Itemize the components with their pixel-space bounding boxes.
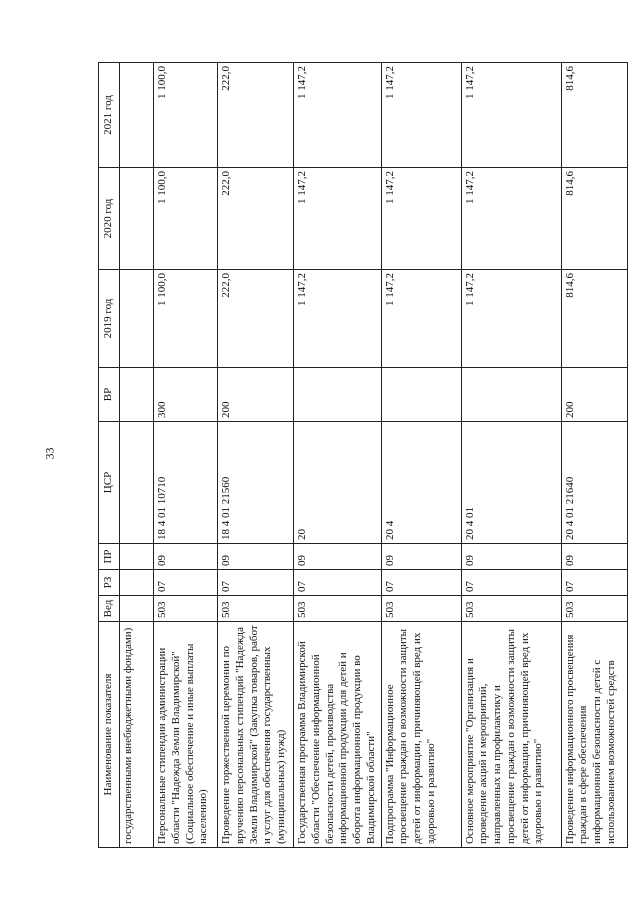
cell-ved: 503 bbox=[154, 596, 218, 622]
cell-rz: 07 bbox=[561, 570, 627, 596]
cell-2021: 1 147,2 bbox=[381, 63, 461, 168]
cell-name: Проведение торжественной церемонии по вручению персональных стипендий "Надежда Земли Владимирской" (Закупка товаров, работ и услуг для обеспечения государственных (муниципальных) нужд) bbox=[218, 622, 294, 848]
cell-vr bbox=[381, 368, 461, 422]
budget-table bbox=[98, 62, 628, 848]
cell-2020: 1 147,2 bbox=[461, 168, 561, 270]
cell-pr: 09 bbox=[154, 544, 218, 570]
cell-ved: 503 bbox=[294, 596, 382, 622]
cell-pr: 09 bbox=[294, 544, 382, 570]
table-row bbox=[294, 63, 382, 848]
cell-pr bbox=[120, 544, 154, 570]
cell-vr bbox=[461, 368, 561, 422]
cell-pr: 09 bbox=[381, 544, 461, 570]
cell-name: Проведение информационного просвещения граждан в сфере обеспечения информационной безопасности детей с использованием возможностей средств bbox=[561, 622, 627, 848]
table-row bbox=[120, 63, 154, 848]
col-header-2021: 2021 год bbox=[99, 63, 120, 168]
cell-vr: 200 bbox=[561, 368, 627, 422]
cell-2021 bbox=[120, 63, 154, 168]
col-header-name: Наименование показателя bbox=[99, 622, 120, 848]
cell-ved: 503 bbox=[381, 596, 461, 622]
cell-2019: 1 147,2 bbox=[461, 270, 561, 368]
cell-ved: 503 bbox=[561, 596, 627, 622]
cell-ved: 503 bbox=[218, 596, 294, 622]
col-header-csr: ЦСР bbox=[99, 422, 120, 544]
col-header-rz: РЗ bbox=[99, 570, 120, 596]
cell-csr: 20 bbox=[294, 422, 382, 544]
cell-rz: 07 bbox=[381, 570, 461, 596]
cell-vr bbox=[294, 368, 382, 422]
cell-2021: 1 147,2 bbox=[461, 63, 561, 168]
cell-csr: 20 4 01 21640 bbox=[561, 422, 627, 544]
cell-rz: 07 bbox=[154, 570, 218, 596]
cell-pr: 09 bbox=[218, 544, 294, 570]
cell-name: Персональные стипендии администрации области "Надежда Земли Владимирской" (Социальное обеспечение и иные выплаты населению) bbox=[154, 622, 218, 848]
cell-csr: 20 4 01 bbox=[461, 422, 561, 544]
rotated-page bbox=[98, 63, 618, 848]
cell-vr bbox=[120, 368, 154, 422]
cell-pr: 09 bbox=[561, 544, 627, 570]
cell-vr: 200 bbox=[218, 368, 294, 422]
cell-2021: 1 100,0 bbox=[154, 63, 218, 168]
cell-rz: 07 bbox=[294, 570, 382, 596]
cell-2019: 814,6 bbox=[561, 270, 627, 368]
cell-2019: 1 147,2 bbox=[294, 270, 382, 368]
cell-2020: 1 147,2 bbox=[294, 168, 382, 270]
cell-2021: 222,0 bbox=[218, 63, 294, 168]
cell-2021: 814,6 bbox=[561, 63, 627, 168]
cell-vr: 300 bbox=[154, 368, 218, 422]
cell-csr: 18 4 01 10710 bbox=[154, 422, 218, 544]
cell-rz: 07 bbox=[461, 570, 561, 596]
cell-2020: 814,6 bbox=[561, 168, 627, 270]
cell-ved bbox=[120, 596, 154, 622]
cell-name: государственными внебюджетными фондами) bbox=[120, 622, 154, 848]
cell-rz: 07 bbox=[218, 570, 294, 596]
cell-2019: 1 147,2 bbox=[381, 270, 461, 368]
cell-csr: 18 4 01 21560 bbox=[218, 422, 294, 544]
cell-csr: 20 4 bbox=[381, 422, 461, 544]
table-row bbox=[561, 63, 627, 848]
table-row bbox=[154, 63, 218, 848]
col-header-vr: ВР bbox=[99, 368, 120, 422]
cell-rz bbox=[120, 570, 154, 596]
cell-2020: 1 100,0 bbox=[154, 168, 218, 270]
col-header-pr: ПР bbox=[99, 544, 120, 570]
table-row bbox=[381, 63, 461, 848]
cell-2020: 222,0 bbox=[218, 168, 294, 270]
header-row bbox=[99, 63, 120, 848]
cell-name: Государственная программа Владимирской области "Обеспечение информационной безопасности детей, производства информационной продукции для детей и оборота информационной продукции во Владимирской области" bbox=[294, 622, 382, 848]
cell-2020: 1 147,2 bbox=[381, 168, 461, 270]
col-header-2019: 2019 год bbox=[99, 270, 120, 368]
cell-2019 bbox=[120, 270, 154, 368]
cell-name: Основное мероприятие "Организация и проведение акций и мероприятий, направленных на профилактику и просвещение граждан о возможности защиты детей от информации, причиняющей вред их здоровью и развитию" bbox=[461, 622, 561, 848]
cell-pr: 09 bbox=[461, 544, 561, 570]
cell-name: Подпрограмма "Информационное просвещение граждан о возможности защиты детей от информации, причиняющей вред их здоровью и развитию" bbox=[381, 622, 461, 848]
cell-ved: 503 bbox=[461, 596, 561, 622]
table-row bbox=[461, 63, 561, 848]
col-header-2020: 2020 год bbox=[99, 168, 120, 270]
cell-2021: 1 147,2 bbox=[294, 63, 382, 168]
cell-csr bbox=[120, 422, 154, 544]
table-row bbox=[218, 63, 294, 848]
col-header-ved: Вед bbox=[99, 596, 120, 622]
cell-2019: 222,0 bbox=[218, 270, 294, 368]
page-number: 33 bbox=[42, 447, 57, 460]
cell-2019: 1 100,0 bbox=[154, 270, 218, 368]
cell-2020 bbox=[120, 168, 154, 270]
